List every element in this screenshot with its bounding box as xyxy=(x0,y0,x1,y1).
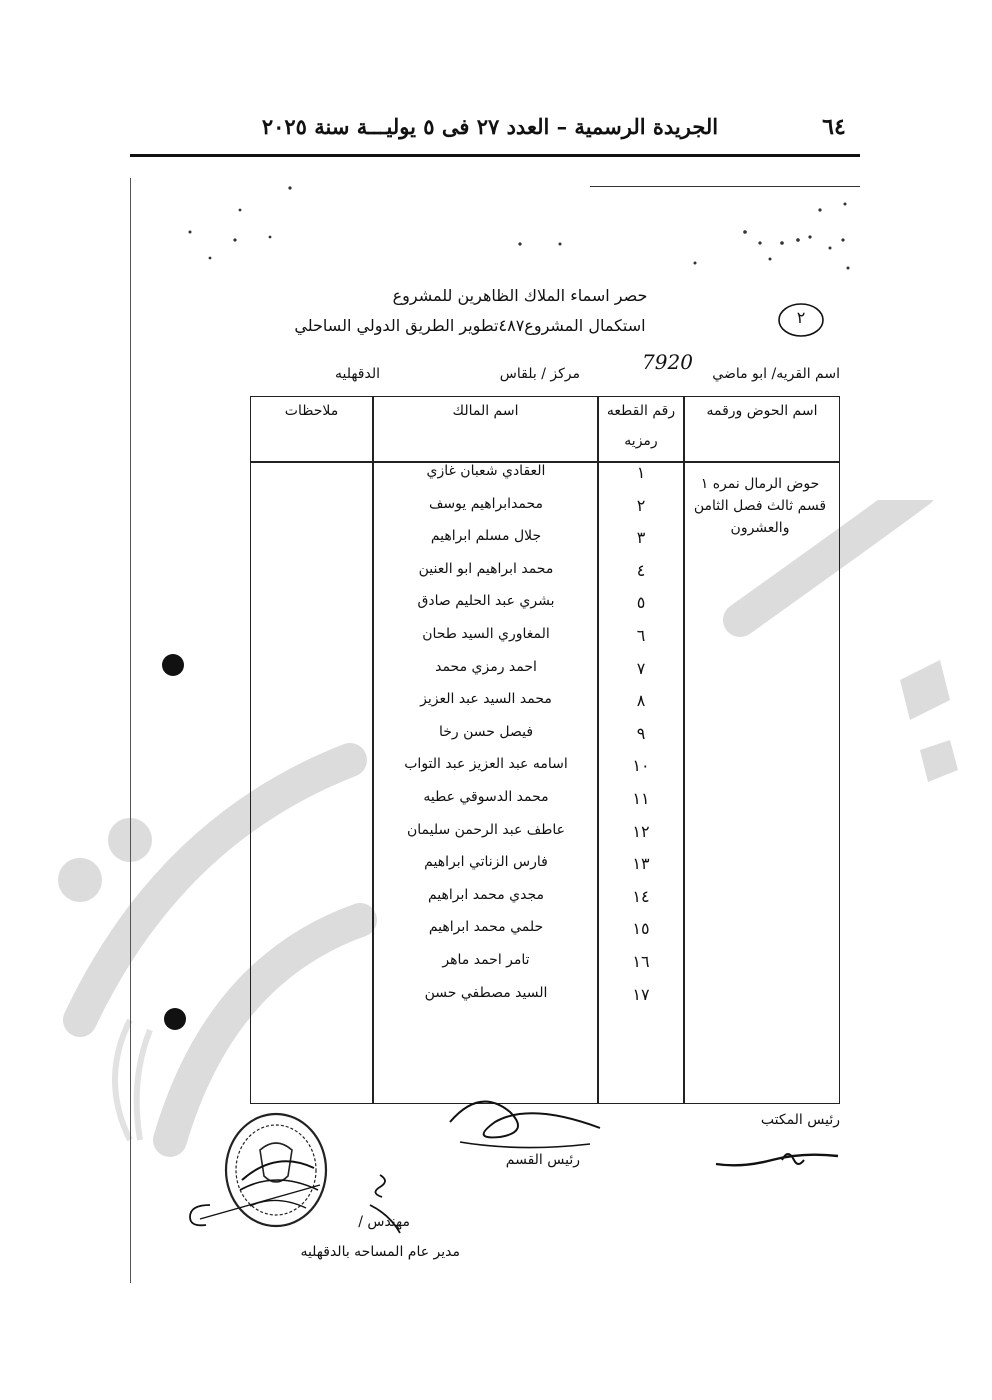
basin-description: حوض الرمال نمره ١ قسم ثالث فصل الثامن والعشرون xyxy=(693,476,827,536)
office-head-label: رئيس المكتب xyxy=(760,1112,840,1128)
punch-hole xyxy=(162,654,184,676)
plot-number-cell: ١٧ xyxy=(632,984,650,1004)
table-row xyxy=(251,463,839,495)
owner-name-cell: فيصل حسن رخا xyxy=(438,723,534,740)
owner-name-cell: محمد الدسوقي عطيه xyxy=(423,789,549,805)
plot-number-cell: ١٠ xyxy=(632,756,650,776)
table-row xyxy=(251,724,839,756)
owner-name-cell: محمد ابراهيم ابو العنين xyxy=(418,560,554,577)
punch-hole xyxy=(164,1008,186,1030)
circled-number: ٢ xyxy=(796,308,806,327)
owner-name-cell: العقادي شعبان غازي xyxy=(426,463,546,479)
table-row xyxy=(251,789,839,821)
table-row xyxy=(251,659,839,691)
table-row xyxy=(251,496,839,528)
section-head-label: رئيس القسم xyxy=(505,1152,580,1168)
owner-name-cell: السيد مصطفي حسن xyxy=(424,984,548,1001)
general-manager-label: مدير عام المساحه بالدقهليه xyxy=(300,1244,460,1260)
circled-number-mark xyxy=(776,300,826,340)
owner-name-cell: بشري عبد الحليم صادق xyxy=(417,593,555,610)
page-number: ٦٤ xyxy=(822,114,846,140)
plot-number-cell: ١٤ xyxy=(632,886,650,906)
owner-name-cell: محمد السيد عبد العزيز xyxy=(420,691,552,708)
plot-number-cell: ٣ xyxy=(636,528,646,548)
plot-number-cell: ٥ xyxy=(636,593,646,613)
header-plot-number: رقم القطعه xyxy=(606,403,676,419)
table-row xyxy=(251,593,839,625)
table-row xyxy=(251,952,839,984)
plot-number-cell: ٩ xyxy=(636,723,646,743)
plot-number-cell: ٦ xyxy=(636,626,646,645)
header-notes: ملاحظات xyxy=(284,403,339,419)
plot-number-cell: ١ xyxy=(636,463,646,482)
plot-number-cell: ٨ xyxy=(636,691,646,711)
gazette-header-title: الجريدة الرسمية – العدد ٢٧ فى ٥ يوليـــة سنة ٢٠٢٥ xyxy=(261,114,719,139)
document-title: حصر اسماء الملاك الظاهرين للمشروع xyxy=(392,286,648,305)
table-row xyxy=(251,854,839,886)
village-handwritten-number: 7920 xyxy=(642,350,693,374)
owner-name-cell: فارس الزناتي ابراهيم xyxy=(424,854,548,871)
plot-number-cell: ١٥ xyxy=(632,919,650,939)
owner-name-cell: المغاوري السيد طحان xyxy=(422,626,550,642)
owner-name-cell: تامر احمد ماهر xyxy=(442,952,530,968)
plot-number-cell: ١٦ xyxy=(632,952,650,971)
table-row xyxy=(251,919,839,951)
header-plot-number-sub: رمزيه xyxy=(624,433,658,449)
table-row xyxy=(251,528,839,560)
owner-name-cell: مجدي محمد ابراهيم xyxy=(427,886,545,903)
table-row xyxy=(251,756,839,788)
plot-number-cell: ١٣ xyxy=(632,854,650,874)
project-title: استكمال المشروع٤٨٧تطوير الطريق الدولي الساحلي xyxy=(294,316,646,335)
owners-table xyxy=(250,396,840,1104)
table-row xyxy=(251,887,839,919)
owner-name-cell: جلال مسلم ابراهيم xyxy=(430,528,542,545)
table-row xyxy=(251,985,839,1017)
owner-name-cell: حلمي محمد ابراهيم xyxy=(428,919,544,936)
table-row xyxy=(251,626,839,658)
village-label: اسم القريه/ ابو ماضي xyxy=(712,366,840,382)
table-row xyxy=(251,561,839,593)
plot-number-cell: ١١ xyxy=(632,789,650,808)
owner-name-cell: اسامه عبد العزيز عبد التواب xyxy=(404,756,568,773)
header-divider xyxy=(130,154,860,157)
header-owner-name: اسم المالك xyxy=(452,403,519,419)
office-head-signature xyxy=(712,1138,842,1178)
table-row xyxy=(251,691,839,723)
scan-edge-line xyxy=(130,178,131,1283)
plot-number-cell: ٧ xyxy=(636,658,646,678)
table-row xyxy=(251,822,839,854)
owner-name-cell: عاطف عبد الرحمن سليمان xyxy=(406,821,566,838)
plot-number-cell: ٤ xyxy=(636,560,646,580)
owner-name-cell: احمد رمزي محمد xyxy=(435,658,537,675)
header-basin: اسم الحوض ورقمه xyxy=(706,403,818,419)
plot-number-cell: ٢ xyxy=(636,495,646,515)
governorate-label: الدقهليه xyxy=(334,366,380,382)
section-head-signature xyxy=(440,1092,610,1158)
scan-noise xyxy=(170,180,860,290)
official-stamp xyxy=(222,1110,330,1230)
plot-number-cell: ١٢ xyxy=(632,821,650,841)
owner-name-cell: محمدابراهيم يوسف xyxy=(428,495,544,512)
markaz-label: مركز / بلقاس xyxy=(499,366,580,382)
engineer-label: مهندس / xyxy=(358,1214,410,1230)
